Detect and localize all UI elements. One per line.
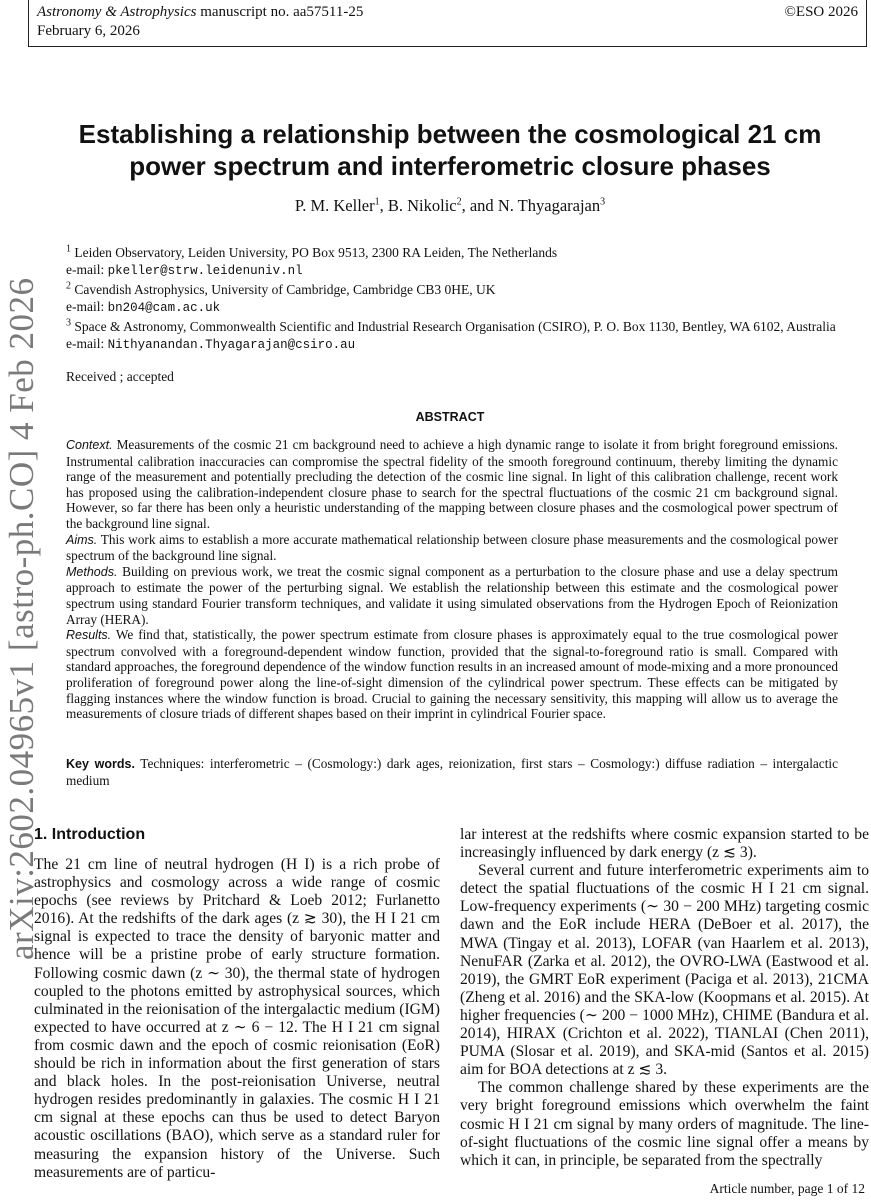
author-name: N. Thyagarajan (497, 196, 601, 215)
affiliation-text: Leiden Observatory, Leiden University, PO Box 9513, 2300 RA Leiden, The Netherlands (74, 245, 558, 260)
affiliation-text: Cavendish Astrophysics, University of Cambridge, Cambridge CB3 0HE, UK (74, 281, 496, 297)
email-link[interactable]: Nithyanandan.Thyagarajan@csiro.au (107, 338, 356, 353)
paper-title: Establishing a relationship between the cosmological 21 cm power spectrum and interferometric closure phases (78, 119, 822, 181)
arxiv-stamp: arXiv:2602.04965v1 [astro-ph.CO] 4 Feb 2026 (2, 277, 41, 960)
email-link[interactable]: pkeller@strw.leidenuniv.nl (107, 264, 303, 279)
context-label: Context. (66, 438, 113, 452)
author-name: B. Nikolic (387, 196, 457, 215)
running-header (28, 0, 867, 47)
paragraph: lar interest at the redshifts where cosmic expansion started to be increasingly influenced by dark energy (z ≲ 3). (460, 826, 869, 862)
abstract-methods (66, 564, 838, 627)
keywords-text: Techniques: interferometric – (Cosmology:) dark ages, reionization, first stars – Cosmology:) diffuse radiation – intergalactic medium (66, 756, 839, 788)
affiliation-text: Space & Astronomy, Commonwealth Scientific and Industrial Research Organisation (CSIRO), P. O. Box 1130, Bentley, WA 6102, Australia (74, 318, 836, 334)
affiliation-number: 3 (66, 317, 71, 329)
abstract-results (66, 627, 838, 722)
affiliation-email-line (66, 335, 846, 354)
author-list (60, 196, 840, 216)
keywords-label: Key words. (66, 757, 135, 771)
affiliation-email-line (66, 298, 846, 317)
aims-label: Aims. (66, 532, 98, 547)
author-separator: , and (461, 196, 498, 215)
affiliation-mark: 1 (374, 196, 380, 208)
page-footer: Article number, page 1 of 12 (709, 1181, 865, 1196)
abstract-context (66, 437, 838, 532)
journal-line (37, 4, 363, 21)
abstract-aims (66, 532, 838, 564)
affiliation (66, 281, 846, 298)
affiliation (66, 244, 846, 261)
methods-label: Methods. (66, 564, 118, 579)
keywords (66, 756, 838, 788)
results-text: We find that, statistically, the power spectrum estimate from closure phases is approximately equal to the true cosmological power spectrum convolved with a foreground-dependent window function, provided that the signal-to-foreground ratio is small. Compared with standard approaches, the foreground dependence of the window function results in an increased amount of mode-mixing and a more pronounced proliferation of foreground power along the line-of-sight dimension of the cylindrical power spectrum. These effects can be mitigated by flagging instances where the window function is broad. Crucial to gaining the necessary sensitivity, this mapping will allow us to average the measurements of closure triads of different shapes based on their imprint in cylindrical Fourier space. (66, 627, 838, 722)
affiliation-number: 2 (66, 280, 71, 292)
affiliation-mark: 2 (456, 196, 462, 208)
paragraph: The common challenge shared by these experiments are the very bright foreground emissions which overwhelm the faint cosmic H I 21 cm signal by many orders of magnitude. The line-of-sight fluctuations of the cosmic line signal offer a means by which it can, in principle, be separated from the spectrally (460, 1079, 869, 1169)
affiliation-email-line (66, 261, 846, 280)
body-column-right (460, 826, 869, 1170)
paragraph: Several current and future interferometric experiments aim to detect the spatial fluctuations of the cosmic H I 21 cm signal. Low-frequency experiments (∼ 30 − 200 MHz) targeting cosmic dawn and the EoR include HERA (DeBoer et al. 2017), the MWA (Tingay et al. 2013), LOFAR (van Haarlem et al. 2013), NenuFAR (Zarka et al. 2012), the OVRO-LWA (Eastwood et al. 2019), the GMRT EoR experiment (Paciga et al. 2013), 21CMA (Zheng et al. 2016) and the SKA-low (Koopmans et al. 2015). At higher frequencies (∼ 200 − 1000 MHz), CHIME (Bandura et al. 2014), HIRAX (Crichton et al. 2022), TIANLAI (Chen 2011), PUMA (Slosar et al. 2019), and SKA-mid (Santos et al. 2015) aim for BOA detections at z ≲ 3. (460, 862, 869, 1079)
affiliation-number: 1 (66, 243, 71, 255)
author-name: P. M. Keller (294, 196, 375, 215)
affiliation-mark: 3 (600, 196, 606, 208)
results-label: Results. (66, 628, 112, 643)
copyright: ©ESO 2026 (784, 4, 858, 20)
author-separator: , (379, 196, 388, 215)
received-line: Received ; accepted (66, 369, 174, 384)
body-column-left (34, 856, 440, 1182)
journal-name: Astronomy & Astrophysics (37, 4, 197, 20)
affiliation (66, 318, 846, 335)
section-heading: 1. Introduction (34, 826, 146, 843)
context-text: Measurements of the cosmic 21 cm background need to achieve a high dynamic range to isolate it from bright foreground emissions. Instrumental calibration inaccuracies can compromise the spectral fidelity of the smooth foreground continuum, thereby limiting the dynamic range of the measurement and potentially precluding the detection of the cosmic line signal. In light of this calibration challenge, recent work has proposed using the calibration-independent closure phase to search for the spectral fluctuations of the cosmic 21 cm background signal. However, so far there has been only a heuristic understanding of the mapping between closure phases and the cosmological power spectrum of the background line signal. (66, 437, 838, 531)
email-label: e-mail: (66, 299, 108, 315)
paragraph: The 21 cm line of neutral hydrogen (H I) is a rich probe of astrophysics and cosmology across a wide range of cosmic epochs (see reviews by Pritchard & Loeb 2012; Furlanetto 2016). At the redshifts of the dark ages (z ≳ 30), the H I 21 cm signal is expected to trace the density of baryonic matter and hence will be a pristine probe of early structure formation. Following cosmic dawn (z ∼ 30), the thermal state of hydrogen coupled to the photons emitted by astrophysical sources, which culminated in the reionisation of the intergalactic medium (IGM) expected to have occurred at z ∼ 6 − 12. The H I 21 cm signal from cosmic dawn and the epoch of cosmic reionisation (EoR) should be rich in information about the first generation of stars and black holes. In the post-reionisation Universe, neutral hydrogen resides predominantly in galaxies. The cosmic H I 21 cm signal at these epochs can thus be used to detect Baryon acoustic oscillations (BAO), which serve as a standard ruler for measuring the expansion history of the Universe. Such measurements are of particu- (34, 856, 440, 1181)
aims-text: This work aims to establish a more accurate mathematical relationship between closure phase measurements and the cosmological power spectrum of the background line signal. (66, 531, 838, 564)
abstract-heading: ABSTRACT (415, 410, 485, 424)
manuscript-date: February 6, 2026 (37, 23, 140, 39)
methods-text: Building on previous work, we treat the cosmic signal component as a perturbation to the closure phase and use a delay spectrum approach to estimate the power of the perturbing signal. We establish the relationship between this estimate and the cosmological power spectrum using standard Fourier transform techniques, and validate it using simulated observations from the Hydrogen Epoch of Reionization Array (HERA). (66, 563, 838, 627)
email-label: e-mail: (66, 262, 108, 278)
manuscript-number: manuscript no. aa57511-25 (200, 4, 364, 20)
abstract (66, 437, 838, 722)
email-link[interactable]: bn204@cam.ac.uk (107, 301, 221, 316)
email-label: e-mail: (66, 336, 108, 352)
affiliations (66, 244, 846, 354)
